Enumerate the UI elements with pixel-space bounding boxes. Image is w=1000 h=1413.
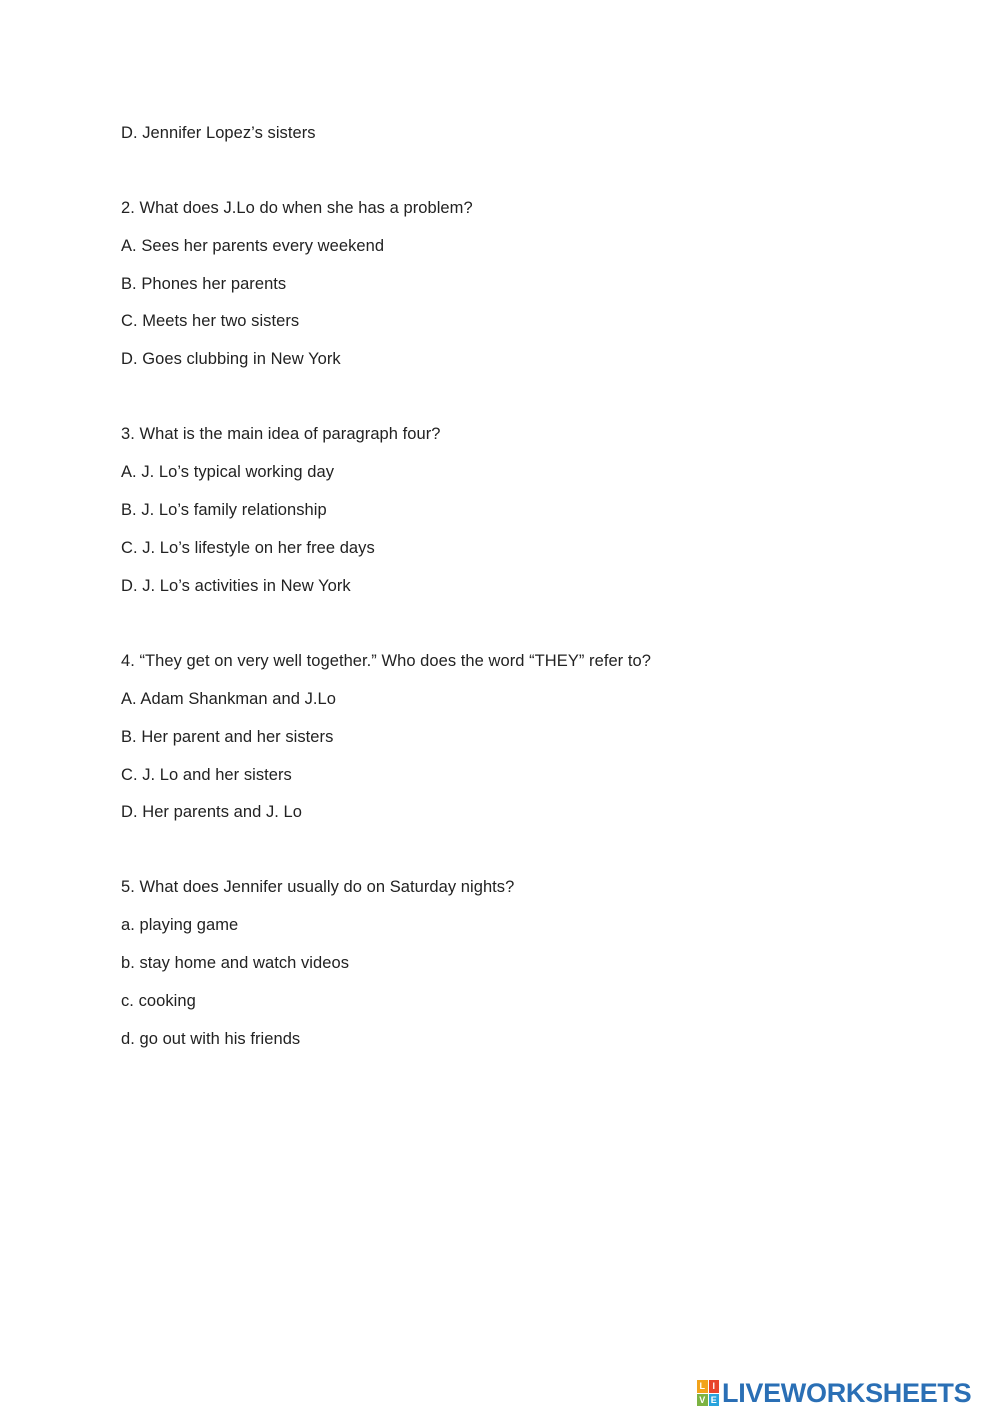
q4-question: 4. “They get on very well together.” Who does the word “THEY” refer to? [121, 652, 651, 670]
q5-option-a[interactable]: a. playing game [121, 916, 239, 934]
q2-option-a[interactable]: A. Sees her parents every weekend [121, 237, 385, 255]
q5-question: 5. What does Jennifer usually do on Saturday nights? [121, 878, 515, 896]
q5-option-d[interactable]: d. go out with his friends [121, 1030, 301, 1048]
q1-option-d: D. Jennifer Lopez’s sisters [121, 124, 316, 142]
q3-option-c[interactable]: C. J. Lo’s lifestyle on her free days [121, 539, 375, 557]
q4-option-d[interactable]: D. Her parents and J. Lo [121, 803, 302, 821]
liveworksheets-wordmark: LIVEWORKSHEETS [722, 1377, 972, 1408]
q3-question: 3. What is the main idea of paragraph four? [121, 425, 441, 443]
mark-letter-l: L [697, 1380, 708, 1393]
q4-option-c[interactable]: C. J. Lo and her sisters [121, 766, 292, 784]
q5-option-b[interactable]: b. stay home and watch videos [121, 954, 349, 972]
q4-option-a[interactable]: A. Adam Shankman and J.Lo [121, 690, 336, 708]
q2-option-b[interactable]: B. Phones her parents [121, 275, 287, 293]
liveworksheets-logo [697, 1378, 971, 1408]
q2-option-c[interactable]: C. Meets her two sisters [121, 312, 300, 330]
mark-letter-i: I [709, 1380, 720, 1393]
q2-option-d[interactable]: D. Goes clubbing in New York [121, 350, 341, 368]
q3-option-d[interactable]: D. J. Lo’s activities in New York [121, 577, 351, 595]
q3-option-a[interactable]: A. J. Lo’s typical working day [121, 463, 335, 481]
mark-letter-e: E [709, 1394, 720, 1407]
liveworksheets-mark-icon [697, 1380, 719, 1406]
q4-option-b[interactable]: B. Her parent and her sisters [121, 728, 334, 746]
q2-question: 2. What does J.Lo do when she has a problem? [121, 199, 473, 217]
q5-option-c[interactable]: c. cooking [121, 992, 196, 1010]
mark-letter-v: V [697, 1394, 708, 1407]
q3-option-b[interactable]: B. J. Lo’s family relationship [121, 501, 327, 519]
